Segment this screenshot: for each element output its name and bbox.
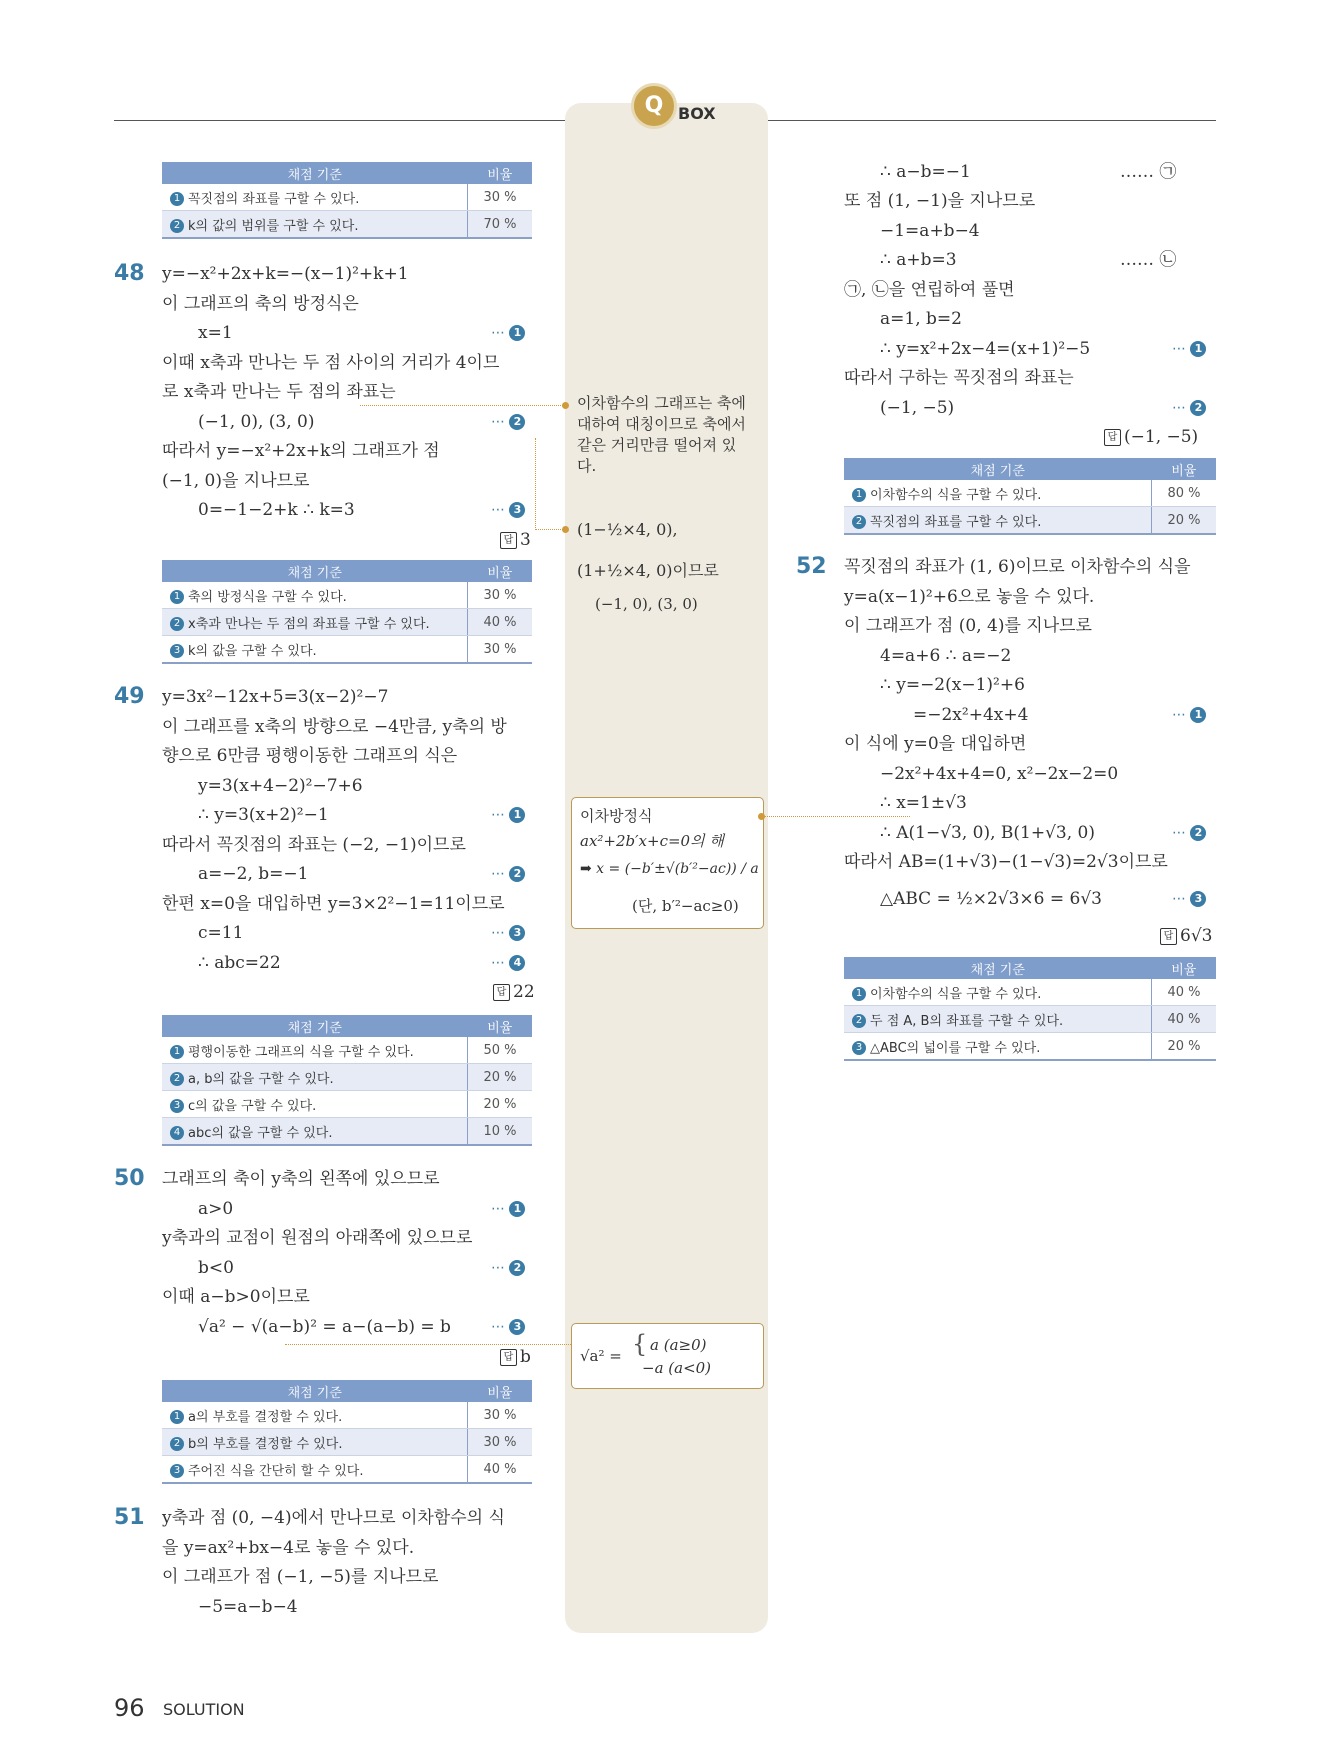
brace-glyph: {	[632, 1330, 648, 1358]
criteria-ratio: 40 %	[468, 609, 533, 636]
criteria-number: 1	[170, 1410, 184, 1424]
step-marker-2: ⋯ 2	[1172, 822, 1206, 844]
solution-line: 0=−1−2+k ∴ k=3	[198, 500, 355, 520]
solution-line: −1=a+b−4	[880, 221, 980, 241]
step-marker-3: ⋯ 3	[491, 922, 525, 944]
step-circle: 1	[1190, 707, 1206, 723]
step-marker-2: ⋯ 2	[491, 1257, 525, 1279]
step-marker-3: ⋯ 3	[491, 1316, 525, 1338]
solution-line: 이 그래프가 점 (−1, −5)를 지나므로	[162, 1567, 439, 1587]
criteria-number: 1	[852, 987, 866, 1001]
criteria-header: 채점 기준	[162, 162, 468, 184]
step-marker-3: ⋯ 3	[1172, 888, 1206, 910]
solution-line: y축과 점 (0, −4)에서 만나므로 이차함수의 식	[162, 1508, 505, 1528]
note-line: 같은 거리만큼 떨어져 있	[577, 436, 737, 454]
criteria-number: 1	[852, 488, 866, 502]
note-line: √a² =	[580, 1347, 622, 1365]
step-circle: 3	[509, 1319, 525, 1335]
solution-line: √a² − √(a−b)² = a−(a−b) = b	[198, 1317, 451, 1337]
step-circle: 2	[1190, 400, 1206, 416]
note-line: 이차함수의 그래프는 축에	[577, 394, 746, 412]
step-marker-1: ⋯ 1	[491, 1198, 525, 1220]
solution-line: =−2x²+4x+4	[913, 705, 1029, 725]
problem-number-50: 50	[114, 1166, 145, 1191]
solution-line: a=1, b=2	[880, 309, 962, 329]
criteria-text: 평행이동한 그래프의 식을 구할 수 있다.	[188, 1044, 414, 1060]
step-marker-4: ⋯ 4	[491, 952, 525, 974]
solution-line: 또 점 (1, −1)을 지나므로	[844, 191, 1036, 211]
problem-number-51: 51	[114, 1505, 145, 1530]
criteria-ratio: 80 %	[1152, 480, 1217, 507]
problem-number-49: 49	[114, 684, 145, 709]
criteria-text: abc의 값을 구할 수 있다.	[188, 1125, 333, 1141]
scoring-table-47	[162, 162, 532, 239]
answer-icon: 답	[1160, 928, 1177, 945]
solution-line: 향으로 6만큼 평행이동한 그래프의 식은	[162, 746, 458, 766]
criteria-number: 3	[170, 1464, 184, 1478]
criteria-ratio: 10 %	[468, 1118, 533, 1146]
criteria-header: 채점 기준	[162, 1380, 468, 1402]
criteria-header: 채점 기준	[844, 957, 1152, 979]
criteria-number: 3	[170, 1099, 184, 1113]
answer-52	[1160, 925, 1212, 947]
criteria-number: 2	[170, 617, 184, 631]
step-marker-1: ⋯ 1	[491, 804, 525, 826]
ratio-header: 비율	[468, 1380, 533, 1402]
q-logo-letter: Q	[644, 93, 664, 118]
criteria-ratio: 40 %	[468, 1456, 533, 1484]
criteria-row	[844, 480, 1152, 507]
ratio-header: 비율	[468, 162, 533, 184]
criteria-number: 2	[170, 1437, 184, 1451]
connector-line	[535, 529, 563, 530]
step-circle: 2	[1190, 825, 1206, 841]
criteria-row	[162, 211, 468, 239]
solution-line: −2x²+4x+4=0, x²−2x−2=0	[880, 764, 1119, 784]
step-marker-2: ⋯ 2	[491, 863, 525, 885]
criteria-number: 1	[170, 192, 184, 206]
step-circle: 3	[1190, 891, 1206, 907]
criteria-row	[162, 184, 468, 211]
solution-line: 이때 x축과 만나는 두 점 사이의 거리가 4이므	[162, 353, 500, 373]
solution-line: 이 그래프가 점 (0, 4)를 지나므로	[844, 616, 1092, 636]
solution-line: (−1, 0), (3, 0)	[198, 412, 315, 432]
note-line: 이차방정식	[580, 807, 653, 825]
criteria-ratio: 40 %	[1152, 979, 1217, 1006]
solution-line: c=11	[198, 923, 244, 943]
step-circle: 1	[1190, 341, 1206, 357]
answer-51	[1104, 426, 1198, 448]
solution-line: 로 x축과 만나는 두 점의 좌표는	[162, 382, 396, 402]
criteria-number: 2	[852, 1014, 866, 1028]
criteria-number: 3	[852, 1041, 866, 1055]
criteria-row	[162, 1456, 468, 1484]
solution-line: 한편 x=0을 대입하면 y=3×2²−1=11이므로	[162, 894, 505, 914]
criteria-text: 주어진 식을 간단히 할 수 있다.	[188, 1463, 364, 1479]
solution-line: △ABC = ½×2√3×6 = 6√3	[880, 889, 1102, 909]
solution-line: a=−2, b=−1	[198, 864, 309, 884]
solution-line: 이 그래프의 축의 방정식은	[162, 294, 359, 314]
solution-line: ∴ A(1−√3, 0), B(1+√3, 0)	[880, 823, 1095, 843]
solution-line: y=3(x+4−2)²−7+6	[198, 776, 363, 796]
criteria-text: a의 부호를 결정할 수 있다.	[188, 1409, 343, 1425]
criteria-row	[844, 507, 1152, 535]
problem-number-48: 48	[114, 261, 145, 286]
criteria-row	[162, 1037, 468, 1064]
connector-dot	[758, 813, 765, 820]
answer-value: b	[520, 1347, 531, 1367]
solution-line: y=−x²+2x+k=−(x−1)²+k+1	[162, 264, 409, 284]
connector-line	[535, 438, 536, 530]
criteria-row	[162, 1429, 468, 1456]
step-circle: 4	[509, 955, 525, 971]
scoring-table-49	[162, 1015, 532, 1146]
criteria-header: 채점 기준	[844, 458, 1152, 480]
criteria-row	[162, 636, 468, 664]
criteria-row	[844, 1033, 1152, 1061]
criteria-ratio: 30 %	[468, 184, 533, 211]
note-line: 다.	[577, 457, 597, 475]
solution-line: −5=a−b−4	[198, 1597, 298, 1617]
scoring-table-48	[162, 560, 532, 664]
answer-value: (−1, −5)	[1124, 427, 1199, 447]
step-marker-1: ⋯ 1	[1172, 338, 1206, 360]
criteria-ratio: 50 %	[468, 1037, 533, 1064]
solution-line: 4=a+6 ∴ a=−2	[880, 646, 1012, 666]
solution-line: ∴ abc=22	[198, 953, 281, 973]
criteria-text: 꼭짓점의 좌표를 구할 수 있다.	[870, 514, 1042, 530]
solution-line: y=3x²−12x+5=3(x−2)²−7	[162, 687, 389, 707]
qbox-note-quadratic	[571, 797, 764, 929]
criteria-ratio: 20 %	[1152, 1033, 1217, 1061]
solution-line: a>0	[198, 1199, 234, 1219]
criteria-text: b의 부호를 결정할 수 있다.	[188, 1436, 343, 1452]
criteria-text: k의 값을 구할 수 있다.	[188, 643, 317, 659]
criteria-text: a, b의 값을 구할 수 있다.	[188, 1071, 334, 1087]
answer-48	[500, 529, 531, 551]
criteria-ratio: 20 %	[1152, 507, 1217, 535]
qbox-formula: (1+½×4, 0)이므로	[577, 561, 719, 580]
solution-line: x=1	[198, 323, 233, 343]
solution-line: 이 그래프를 x축의 방향으로 −4만큼, y축의 방	[162, 717, 507, 737]
note-line: a (a≥0)	[650, 1336, 707, 1354]
answer-icon: 답	[1104, 429, 1121, 446]
ratio-header: 비율	[468, 1015, 533, 1037]
qbox-note-symmetry	[577, 393, 763, 477]
connector-line	[765, 816, 910, 817]
answer-49	[493, 981, 535, 1003]
ratio-header: 비율	[1152, 957, 1217, 979]
criteria-number: 1	[170, 1045, 184, 1059]
q-box-logo	[631, 83, 677, 129]
note-line: −a (a<0)	[642, 1359, 712, 1377]
q-box-label: BOX	[678, 104, 716, 123]
criteria-text: 두 점 A, B의 좌표를 구할 수 있다.	[870, 1013, 1064, 1029]
criteria-text: 이차함수의 식을 구할 수 있다.	[870, 487, 1042, 503]
solution-line: 따라서 꼭짓점의 좌표는 (−2, −1)이므로	[162, 835, 466, 855]
criteria-row	[162, 1091, 468, 1118]
criteria-row	[162, 582, 468, 609]
criteria-text: 꼭짓점의 좌표를 구할 수 있다.	[188, 191, 360, 207]
solution-line: 따라서 AB=(1+√3)−(1−√3)=2√3이므로	[844, 852, 1168, 872]
note-line: 대하여 대칭이므로 축에서	[577, 415, 746, 433]
connector-line	[285, 1344, 571, 1345]
criteria-header: 채점 기준	[162, 560, 468, 582]
solution-line: ∴ y=3(x+2)²−1	[198, 805, 329, 825]
problem-number-52: 52	[796, 554, 827, 579]
solution-line: y=a(x−1)²+6으로 놓을 수 있다.	[844, 587, 1095, 607]
criteria-text: 축의 방정식을 구할 수 있다.	[188, 589, 347, 605]
solution-line: ∴ y=−2(x−1)²+6	[880, 675, 1025, 695]
criteria-number: 3	[170, 644, 184, 658]
criteria-text: 이차함수의 식을 구할 수 있다.	[870, 986, 1042, 1002]
step-circle: 2	[509, 866, 525, 882]
solution-line: (−1, −5)	[880, 398, 955, 418]
criteria-text: △ABC의 넓이를 구할 수 있다.	[870, 1040, 1041, 1056]
criteria-ratio: 40 %	[1152, 1006, 1217, 1033]
note-line: ➡ x = (−b′±√(b′²−ac)) / a	[580, 861, 759, 877]
answer-icon: 답	[493, 984, 510, 1001]
criteria-text: c의 값을 구할 수 있다.	[188, 1098, 317, 1114]
page-number: 96	[114, 1694, 145, 1722]
step-circle: 1	[509, 807, 525, 823]
solution-line: 꼭짓점의 좌표가 (1, 6)이므로 이차함수의 식을	[844, 557, 1191, 577]
solution-line: b<0	[198, 1258, 234, 1278]
qbox-note-sqrt	[571, 1323, 764, 1389]
ratio-header: 비율	[468, 560, 533, 582]
step-marker-1: ⋯ 1	[491, 322, 525, 344]
criteria-number: 2	[170, 1072, 184, 1086]
step-circle: 1	[509, 1201, 525, 1217]
equation-label: …… ㉠	[1120, 162, 1177, 182]
criteria-number: 2	[170, 219, 184, 233]
criteria-text: k의 값의 범위를 구할 수 있다.	[188, 218, 359, 234]
solution-line: y축과의 교점이 원점의 아래쪽에 있으므로	[162, 1228, 473, 1248]
scoring-table-51	[844, 458, 1216, 535]
solution-line: ∴ a−b=−1	[880, 162, 971, 182]
criteria-row	[162, 1064, 468, 1091]
solution-line: ∴ a+b=3	[880, 250, 957, 270]
connector-dot	[562, 402, 569, 409]
criteria-text: x축과 만나는 두 점의 좌표를 구할 수 있다.	[188, 616, 430, 632]
note-line: ax²+2b′x+c=0의 해	[580, 832, 724, 850]
criteria-ratio: 30 %	[468, 582, 533, 609]
step-marker-2: ⋯ 2	[1172, 397, 1206, 419]
scoring-table-52	[844, 957, 1216, 1061]
connector-line	[360, 405, 563, 406]
step-circle: 2	[509, 414, 525, 430]
answer-value: 22	[513, 982, 535, 1002]
qbox-formula: (1−½×4, 0),	[577, 520, 678, 539]
solution-line: ∴ x=1±√3	[880, 793, 967, 813]
equation-label: …… ㉡	[1120, 250, 1177, 270]
criteria-ratio: 20 %	[468, 1091, 533, 1118]
solution-line: 따라서 구하는 꼭짓점의 좌표는	[844, 368, 1074, 388]
step-circle: 3	[509, 925, 525, 941]
note-line: (단, b′²−ac≥0)	[632, 897, 739, 915]
criteria-row	[162, 1402, 468, 1429]
criteria-row	[162, 609, 468, 636]
scoring-table-50	[162, 1380, 532, 1484]
solution-line: 을 y=ax²+bx−4로 놓을 수 있다.	[162, 1538, 415, 1558]
solution-line: 그래프의 축이 y축의 왼쪽에 있으므로	[162, 1169, 440, 1189]
solution-line: 이때 a−b>0이므로	[162, 1287, 310, 1307]
answer-icon: 답	[500, 1349, 517, 1366]
criteria-row	[844, 979, 1152, 1006]
answer-icon: 답	[500, 532, 517, 549]
step-circle: 3	[509, 502, 525, 518]
answer-value: 6√3	[1180, 926, 1213, 946]
criteria-row	[162, 1118, 468, 1146]
step-marker-3: ⋯ 3	[491, 499, 525, 521]
solution-line: (−1, 0)을 지나므로	[162, 471, 310, 491]
answer-50	[500, 1346, 531, 1368]
criteria-number: 4	[170, 1126, 184, 1140]
criteria-header: 채점 기준	[162, 1015, 468, 1037]
step-circle: 1	[509, 325, 525, 341]
criteria-row	[844, 1006, 1152, 1033]
step-marker-1: ⋯ 1	[1172, 704, 1206, 726]
qbox-formula: (−1, 0), (3, 0)	[595, 595, 698, 613]
step-circle: 2	[509, 1260, 525, 1276]
step-marker-2: ⋯ 2	[491, 411, 525, 433]
solution-line: ∴ y=x²+2x−4=(x+1)²−5	[880, 339, 1091, 359]
solution-line: 따라서 y=−x²+2x+k의 그래프가 점	[162, 441, 440, 461]
ratio-header: 비율	[1152, 458, 1217, 480]
criteria-ratio: 30 %	[468, 636, 533, 664]
footer-label: SOLUTION	[163, 1700, 245, 1719]
criteria-ratio: 20 %	[468, 1064, 533, 1091]
solution-line: ㉠, ㉡을 연립하여 풀면	[844, 280, 1015, 300]
criteria-ratio: 70 %	[468, 211, 533, 239]
criteria-ratio: 30 %	[468, 1402, 533, 1429]
solution-line: 이 식에 y=0을 대입하면	[844, 734, 1027, 754]
answer-value: 3	[520, 530, 531, 550]
criteria-ratio: 30 %	[468, 1429, 533, 1456]
criteria-number: 1	[170, 590, 184, 604]
criteria-number: 2	[852, 515, 866, 529]
connector-dot	[562, 526, 569, 533]
